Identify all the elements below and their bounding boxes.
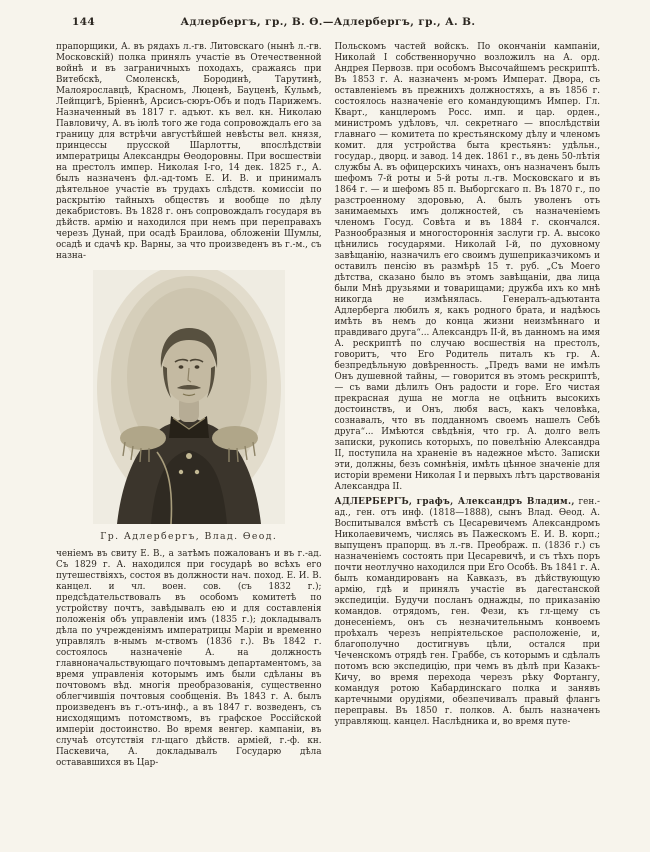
right-column xyxy=(335,42,601,769)
page-header xyxy=(56,16,600,34)
portrait-caption: Гр. Адлербергъ, Влад. Ѳеод. xyxy=(100,531,278,542)
left-column-text-top: прапорщики, А. въ рядахъ л.-гв. Литовскаго (нынѣ л.-гв. Московскій) полка принялъ участіе въ Отечественной войнѣ и въ заграничныхъ походахъ, сражаясь при Витебскѣ, Смоленскѣ, Бородинѣ, Тарутинѣ, Малоярославцѣ, Красномъ, Люценѣ, Бауценѣ, Кульмѣ, Лейпцигѣ, Бріеннѣ, Арсисъ-сюръ-Объ и подъ Парижемъ. Назначенный въ 1817 г. адъют. къ вел. кн. Николаю Павловичу, А. въ іюлѣ того же года сопровождалъ его за границу для встрѣчи августѣйшей невѣсты вел. князя, принцессы прусской Шарлотты, впослѣдствіи императрицы Александры Ѳеодоровны. При восшествіи на престолъ импер. Николая I-го, 14 дек. 1825 г., А. былъ назначенъ фл.-ад-томъ Е. И. В. и принималъ дѣятельное участіе въ трудахъ слѣдств. комиссіи по раскрытію тайныхъ обществъ и вообще по дѣлу декабристовъ. Въ 1828 г. онъ сопровождалъ государя въ дѣйств. армію и находился при немъ при переправахъ черезъ Дунай, при осадѣ Браилова, обложеніи Шумлы, осадѣ и сдачѣ кр. Варны, за что произведенъ въ г.-м., съ назна- xyxy=(56,42,322,261)
dictionary-entry xyxy=(335,497,601,728)
portrait-figure xyxy=(93,270,285,542)
left-column xyxy=(56,42,322,769)
entry-headword: АДЛЕРБЕРГЪ, графъ, Александръ Владим., xyxy=(334,497,575,507)
left-column-text-bottom: ченіемъ въ свиту Е. В., а затѣмъ пожалованъ и въ г.-ад. Съ 1829 г. А. находился при государѣ во всѣхъ его путешествіяхъ, состоя въ должности нач. поход. Е. И. В. канцел. и чл. воен. сов. (съ 1832 г.); предсѣдательствовалъ въ особомъ комитетѣ по устройству почтъ, завѣдывалъ ею и для составленія положенія объ управленіи имъ (1835 г.); докладывалъ дѣла по учрежденіямъ императрицы Маріи и временно управлялъ в-нымъ м-ствомъ (1836 г.). Въ 1842 г. состоялось назначеніе А. на должность главноначальствующаго почтовымъ департаментомъ, за время управленія которымъ имъ были сдѣланы въ почтовомъ вѣд. многія преобразованія, существенно облегчившія почтовыя сообщенія. Въ 1843 г. А. былъ произведенъ въ г.-отъ-инф., а въ 1847 г. возведенъ, съ нисходящимъ потомствомъ, въ графское Россійской имперіи достоинство. Во время венгер. кампаніи, въ случаѣ отсутствія гл-щаго дѣйств. арміей, г.-ф. кн. Паскевича, А. докладывалъ Государю дѣла остававшихся въ Цар- xyxy=(56,549,322,768)
two-column-layout xyxy=(56,42,600,769)
page-number: 144 xyxy=(72,16,96,28)
right-column-text: Польскомъ частей войскъ. По окончаніи кампаніи, Николай I собственноручно возложилъ на А. орд. Андрея Первозв. при особомъ Высочайшемъ рескриптѣ. Въ 1853 г. А. назначенъ м-ромъ Императ. Двора, съ оставленіемъ въ прежнихъ должностяхъ, а въ 1856 г. состоялось назначеніе его командующимъ Импер. Гл. Кварт., канцлеромъ Росс. имп. и цар. орден., министромъ удѣловъ, чл. секретнаго — впослѣдствіи главнаго — комитета по крестьянскому дѣлу и членомъ комит. для устройства быта крестьянъ: удѣльн., государ., дворц. и завод. 14 дек. 1861 г., въ день 50-лѣтія службы А. въ офицерскихъ чинахъ, онъ назначенъ былъ шефомъ 7-й роты и 5-й роты л.-гв. Московскаго и въ 1864 г. — и шефомъ 85 п. Выборгскаго п. Въ 1870 г., по разстроенному здоровью, А. былъ уволенъ отъ занимаемыхъ имъ должностей, съ назначеніемъ членомъ Госуд. Совѣта и въ 1884 г. скончался. Разнообразныя и многостороннія заслуги гр. А. высоко цѣнились государями. Николай I-й, по духовному завѣщанію, назначилъ его своимъ душеприказчикомъ и оставилъ пенсію въ размѣрѣ 15 т. руб. „Съ Моего дѣтства, сказано было въ этомъ завѣщаніи, два лица были Мнѣ друзьями и товарищами; дружба ихъ ко мнѣ никогда не измѣнялась. Генералъ-адъютанта Адлерберга любилъ я, какъ родного брата, и надѣюсь имѣть въ немъ до конца жизни неизмѣннаго и правдиваго друга“... Александръ II-й, въ данномъ на имя А. рескриптѣ по случаю восшествія на престолъ, говоритъ, что Его Родитель питалъ къ гр. А. безпредѣльную довѣренность. „Предъ вами не имѣлъ Онъ душевной тайны, — говорится въ этомъ рескриптѣ, — съ вами дѣлилъ Онъ радости и горе. Его чистая прекрасная душа не могла не оцѣнить высокихъ достоинствъ, и Онъ, любя васъ, какъ человѣка, сознавалъ, что въ подданномъ своемъ нашелъ Себѣ друга“... Имѣются свѣдѣнія, что гр. А. долго велъ записки, рукопись которыхъ, по повелѣнію Александра II, поступила на храненіе въ надежное мѣсто. Записки эти, должны, безъ сомнѣнія, имѣть цѣнное значеніе для исторіи времени Николая I и первыхъ лѣтъ царствованія Александра II. xyxy=(334,42,600,492)
running-header: Адлербергъ, гр., В. Ѳ.—Адлербергъ, гр., А. В. xyxy=(180,16,476,28)
entry-body-text: ген.-ад., ген. отъ инф. (1818—1888), сынъ Влад. Ѳеод. А. Воспитывался вмѣстѣ съ Цесаревичемъ Александромъ Николаевичемъ, числясь въ Пажескомъ Е. И. В. корп.; выпущенъ прапорщ. въ л.-гв. Преображ. п. (1836 г.) съ назначеніемъ состоять при Цесаревичѣ, и съ тѣхъ поръ почти неотлучно находился при Его Особѣ. Въ 1841 г. А. былъ командированъ на Кавказъ, въ дѣйствующую армію, гдѣ и принялъ участіе въ дагестанской экспедиціи. Будучи посланъ однажды, по приказанію командов. отрядомъ, ген. Фези, къ гл-щему съ донесеніемъ, онъ съ незначительнымъ конвоемъ проѣхалъ черезъ непріятельское расположеніе, и, благополучно достигнувъ цѣли, остался при Чеченскомъ отрядѣ ген. Граббе, съ которымъ и сдѣлалъ потомъ всю экспедицію, при чемъ въ дѣлѣ при Казакъ-Кичу, во время перехода черезъ рѣку Фортангу, командуя ротою Кабардинскаго полка и занявъ картечными орудіями, обезпечивалъ правый флангъ переправы. Въ 1850 г. полков. А. былъ назначенъ управляющ. канцел. Наслѣдника и, во время путе- xyxy=(334,497,600,727)
portrait-engraving-image xyxy=(93,270,285,524)
